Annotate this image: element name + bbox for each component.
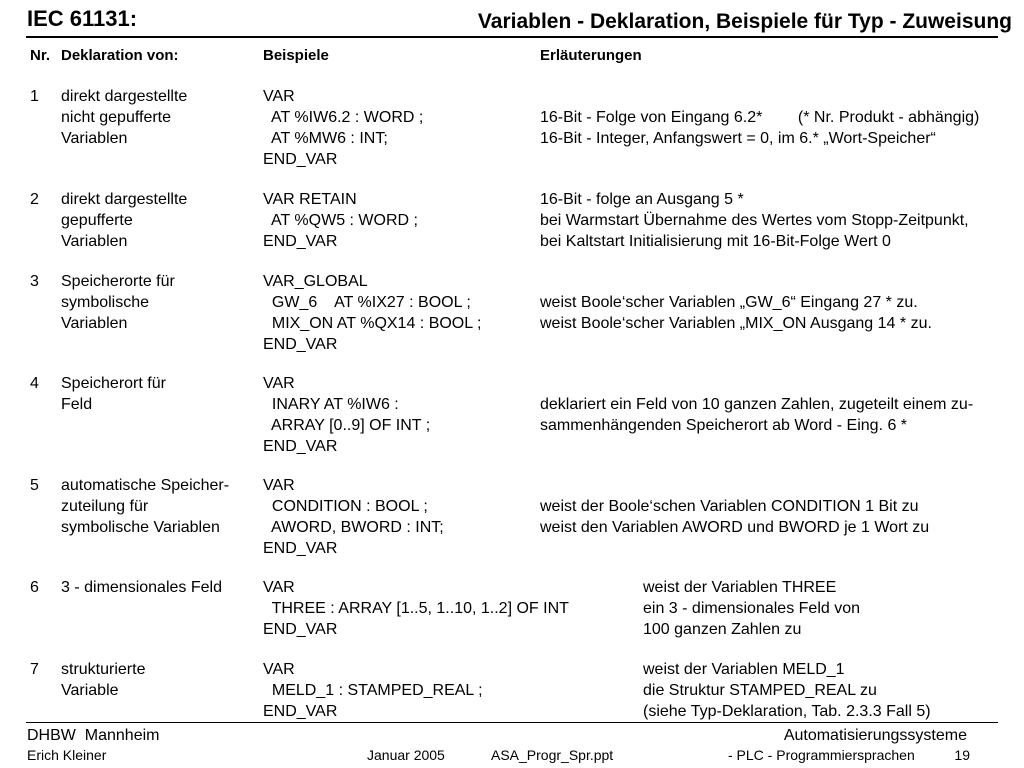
row-1-code-line: END_VAR bbox=[263, 151, 338, 168]
row-2-expl-line: bei Warmstart Übernahme des Wertes vom Stopp-Zeitpunkt, bbox=[540, 212, 969, 229]
row-1-decl-line: Variablen bbox=[61, 130, 128, 147]
footer-author: Erich Kleiner bbox=[27, 747, 107, 763]
row-4-expl-line: sammenhängenden Speicherort ab Word - Eing. 6 * bbox=[540, 417, 908, 434]
footer-file: ASA_Progr_Spr.ppt bbox=[491, 747, 614, 763]
row-6-code-line: VAR bbox=[263, 579, 295, 596]
row-2-nr: 2 bbox=[30, 191, 39, 208]
column-header-deklaration: Deklaration von: bbox=[61, 47, 179, 64]
row-3-nr: 3 bbox=[30, 273, 39, 290]
row-3-decl-line: symbolische bbox=[61, 294, 150, 311]
row-6-expl-line: ein 3 - dimensionales Feld von bbox=[643, 600, 861, 617]
row-5-code-line: VAR bbox=[263, 477, 295, 494]
row-1-code-line: AT %IW6.2 : WORD ; bbox=[263, 109, 424, 126]
row-7-nr: 7 bbox=[30, 661, 39, 678]
row-7-expl-line: die Struktur STAMPED_REAL zu bbox=[643, 682, 877, 699]
row-2-code-line: VAR RETAIN bbox=[263, 191, 357, 208]
row-3-code-line: END_VAR bbox=[263, 336, 338, 353]
row-3-expl-line: weist Boole‘scher Variablen „GW_6“ Eingang 27 * zu. bbox=[540, 294, 918, 311]
row-5-expl-line: weist der Boole‘schen Variablen CONDITION 1 Bit zu bbox=[540, 498, 919, 515]
row-1-expl-line: 16-Bit - Integer, Anfangswert = 0, im 6.* „Wort-Speicher“ bbox=[540, 130, 936, 147]
row-6-code-line: END_VAR bbox=[263, 621, 338, 638]
row-2-expl-line: bei Kaltstart Initialisierung mit 16-Bit-Folge Wert 0 bbox=[540, 233, 891, 250]
row-5-nr: 5 bbox=[30, 477, 39, 494]
row-4-code-line: VAR bbox=[263, 375, 295, 392]
row-1-expl-line: 16-Bit - Folge von Eingang 6.2* (* Nr. Produkt - abhängig) bbox=[540, 109, 980, 126]
row-4-nr: 4 bbox=[30, 375, 39, 392]
row-1-nr: 1 bbox=[30, 88, 39, 105]
row-6-code-line: THREE : ARRAY [1..5, 1..10, 1..2] OF INT bbox=[263, 600, 569, 617]
row-4-decl-line: Feld bbox=[61, 396, 93, 413]
row-5-expl-line: weist den Variablen AWORD und BWORD je 1 Wort zu bbox=[540, 519, 930, 536]
row-7-decl-line: Variable bbox=[61, 682, 119, 699]
row-6-nr: 6 bbox=[30, 579, 39, 596]
row-5-decl-line: symbolische Variablen bbox=[61, 519, 220, 536]
row-1-code-line: AT %MW6 : INT; bbox=[263, 130, 388, 147]
row-3-decl-line: Speicherorte für bbox=[61, 273, 175, 290]
row-3-code-line: GW_6 AT %IX27 : BOOL ; bbox=[263, 294, 471, 311]
row-5-decl-line: zuteilung für bbox=[61, 498, 149, 515]
row-2-decl-line: direkt dargestellte bbox=[61, 191, 188, 208]
footer-course-subtitle: - PLC - Programmiersprachen bbox=[728, 747, 915, 763]
footer-page-number: 19 bbox=[954, 747, 970, 763]
row-4-code-line: END_VAR bbox=[263, 438, 338, 455]
column-header-erlaeuterungen: Erläuterungen bbox=[540, 47, 642, 64]
row-2-expl-line: 16-Bit - folge an Ausgang 5 * bbox=[540, 191, 744, 208]
row-3-decl-line: Variablen bbox=[61, 315, 128, 332]
row-5-code-line: CONDITION : BOOL ; bbox=[263, 498, 428, 515]
row-2-code-line: END_VAR bbox=[263, 233, 338, 250]
row-3-expl-line: weist Boole‘scher Variablen „MIX_ON Ausgang 14 * zu. bbox=[540, 315, 932, 332]
row-4-expl-line: deklariert ein Feld von 10 ganzen Zahlen, zugeteilt einem zu- bbox=[540, 396, 974, 413]
row-7-expl-line: (siehe Typ-Deklaration, Tab. 2.3.3 Fall 5) bbox=[643, 703, 931, 720]
row-4-code-line: INARY AT %IW6 : bbox=[263, 396, 399, 413]
row-7-decl-line: strukturierte bbox=[61, 661, 146, 678]
row-7-code-line: END_VAR bbox=[263, 703, 338, 720]
row-3-code-line: MIX_ON AT %QX14 : BOOL ; bbox=[263, 315, 482, 332]
row-7-expl-line: weist der Variablen MELD_1 bbox=[643, 661, 845, 678]
row-1-code-line: VAR bbox=[263, 88, 295, 105]
row-7-code-line: VAR bbox=[263, 661, 295, 678]
header-title-right: Variablen - Deklaration, Beispiele für Typ - Zuweisung bbox=[477, 10, 1012, 33]
column-header-nr: Nr. bbox=[30, 47, 51, 64]
row-4-code-line: ARRAY [0..9] OF INT ; bbox=[263, 417, 431, 434]
row-7-code-line: MELD_1 : STAMPED_REAL ; bbox=[263, 682, 483, 699]
footer-org: DHBW Mannheim bbox=[27, 727, 160, 744]
row-1-decl-line: nicht gepufferte bbox=[61, 109, 172, 126]
row-2-decl-line: gepufferte bbox=[61, 212, 133, 229]
row-6-expl-line: 100 ganzen Zahlen zu bbox=[643, 621, 802, 638]
footer-rule bbox=[26, 722, 998, 723]
row-2-code-line: AT %QW5 : WORD ; bbox=[263, 212, 418, 229]
footer-course-title: Automatisierungssysteme bbox=[783, 727, 967, 744]
footer-date: Januar 2005 bbox=[367, 747, 445, 763]
row-5-code-line: AWORD, BWORD : INT; bbox=[263, 519, 444, 536]
row-1-decl-line: direkt dargestellte bbox=[61, 88, 188, 105]
header-title-left: IEC 61131: bbox=[27, 6, 138, 31]
row-2-decl-line: Variablen bbox=[61, 233, 128, 250]
column-header-beispiele: Beispiele bbox=[263, 47, 329, 64]
row-3-code-line: VAR_GLOBAL bbox=[263, 273, 368, 290]
row-6-decl-line: 3 - dimensionales Feld bbox=[61, 579, 222, 596]
row-4-decl-line: Speicherort für bbox=[61, 375, 166, 392]
row-6-expl-line: weist der Variablen THREE bbox=[643, 579, 837, 596]
row-5-code-line: END_VAR bbox=[263, 540, 338, 557]
row-5-decl-line: automatische Speicher- bbox=[61, 477, 230, 494]
header-rule bbox=[26, 36, 998, 38]
